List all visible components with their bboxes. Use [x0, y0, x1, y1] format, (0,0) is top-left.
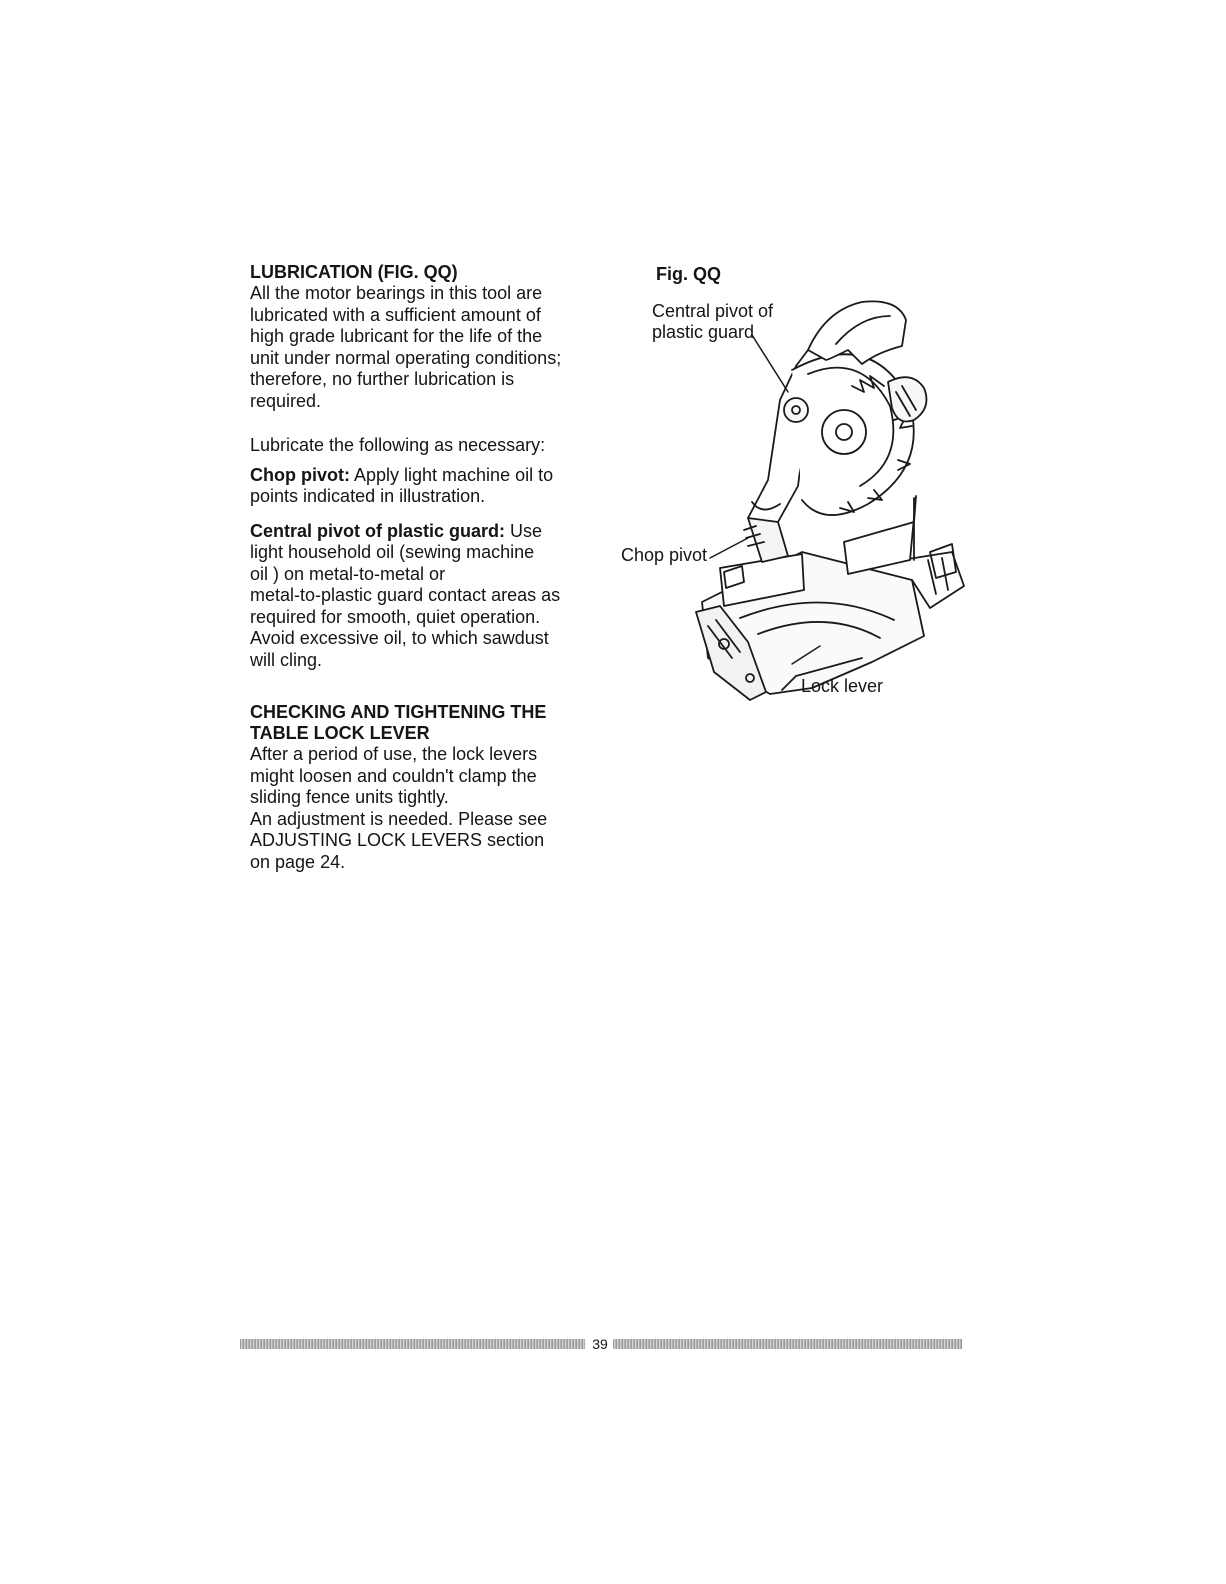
table-lock-text: ADJUSTING LOCK LEVERS section: [250, 830, 545, 850]
central-pivot-callout: [652, 301, 812, 343]
central-pivot-term: Central pivot of plastic guard:: [250, 520, 506, 541]
intro-line: required.: [250, 390, 322, 411]
table-lock-heading: TABLE LOCK LEVER: [250, 723, 430, 743]
lubrication-heading: LUBRICATION (FIG. QQ): [250, 262, 458, 282]
central-pivot-text: required for smooth, quiet operation.: [250, 606, 541, 627]
chop-pivot-callout: Chop pivot: [621, 545, 708, 565]
figure-title: Fig. QQ: [656, 264, 721, 284]
callout-line: plastic guard: [652, 322, 755, 342]
table-lock-text: sliding fence units tightly.: [250, 787, 449, 807]
miter-saw-figure: [612, 290, 992, 710]
table-lock-heading: CHECKING AND TIGHTENING THE: [250, 702, 547, 722]
table-lock-text: After a period of use, the lock levers: [250, 744, 538, 764]
lock-lever-callout: Lock lever: [801, 676, 884, 696]
spacer: [250, 508, 610, 521]
text-column: [250, 262, 610, 873]
intro-line: unit under normal operating conditions;: [250, 347, 562, 368]
chop-pivot-text: Apply light machine oil to: [349, 464, 554, 485]
lubricate-lead: Lubricate the following as necessary:: [250, 435, 546, 455]
page-footer: [240, 1335, 962, 1353]
footer-rule-right: [613, 1339, 962, 1349]
intro-line: high grade lubricant for the life of the: [250, 326, 543, 346]
intro-line: All the motor bearings in this tool are: [250, 283, 543, 303]
central-pivot-line: [250, 521, 610, 543]
spacer: [250, 671, 610, 702]
callout-line: Central pivot of: [652, 301, 774, 321]
central-pivot-text: Use: [505, 520, 543, 541]
central-pivot-text: light household oil (sewing machine: [250, 542, 535, 562]
intro-line: therefore, no further lubrication is: [250, 369, 515, 389]
central-pivot-text: metal-to-plastic guard contact areas as: [250, 585, 561, 605]
spacer: [250, 457, 610, 465]
table-lock-text: might loosen and couldn't clamp the: [250, 765, 537, 786]
miter-saw-illustration: [612, 290, 992, 710]
central-pivot-text: oil ) on metal-to-metal or: [250, 563, 446, 584]
chop-pivot-line: [250, 465, 610, 487]
chop-pivot-text: points indicated in illustration.: [250, 486, 486, 506]
footer-rule-left: [240, 1339, 585, 1349]
table-lock-text: An adjustment is needed. Please see: [250, 808, 548, 829]
chop-pivot-term: Chop pivot:: [250, 464, 350, 485]
central-pivot-text: Avoid excessive oil, to which sawdust: [250, 628, 549, 648]
intro-line: lubricated with a sufficient amount of: [250, 304, 541, 325]
spacer: [250, 412, 610, 435]
central-pivot-text: will cling.: [250, 649, 323, 670]
page-number: 39: [592, 1336, 608, 1352]
table-lock-text: on page 24.: [250, 851, 346, 872]
